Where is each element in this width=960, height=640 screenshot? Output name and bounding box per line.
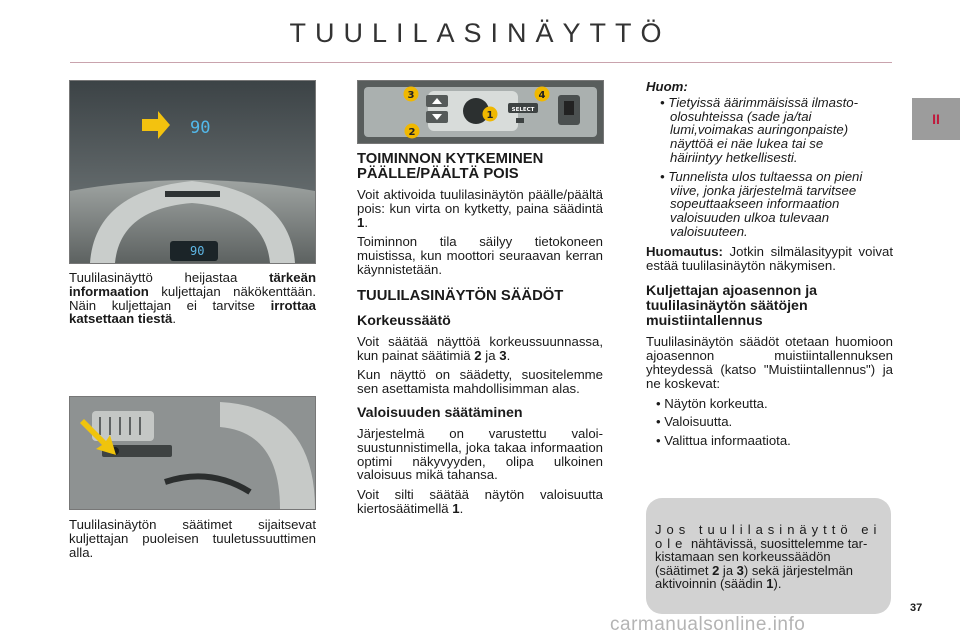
hud-control-buttons-photo [357, 80, 604, 144]
page-number: 37 [910, 602, 923, 614]
callout-4 [535, 87, 550, 102]
height-paragraph-2: Kun näyttö on säädetty, suositelemme sen asettamista mahdollisimman alas. [357, 367, 603, 397]
svg-text:3: 3 [407, 90, 415, 101]
caption-controls-text: Tuulilasinäytön säätimet sijaitsevat kuljettajan puoleisen tuuletussuuttimen alla. [69, 517, 316, 560]
dashboard-hud-illustration [70, 81, 315, 263]
caption-hud-text-3: . [172, 311, 177, 327]
hud-speed-value: 90 [190, 118, 211, 138]
brightness-paragraph-1: Järjestelmä on varustettu valoisuustunnistimella, joka takaa informaation optimi näkyvyyden, olipa ulkoinen valoisuus mikä tahansa. [357, 425, 603, 483]
middle-column [357, 152, 603, 522]
memory-list [646, 397, 893, 448]
subheading-brightness: Valoisuuden säätäminen [357, 404, 523, 421]
note-item: • Tietyissä äärimmäisissä ilmasto-olosuhteissa (sade ja/tai lumi,voimakas auringonpaiste) näyttöä ei näe lukea tai se häiriintyy hetkellisesti. [660, 94, 858, 165]
tip-text-spaced: Jos tuulilasinäyttö ei ole [655, 522, 882, 551]
memory-intro: Tuulilasinäytön säädöt otetaan huomioon ajoasennon muistiintallennuksen yhteydessä (katso "Muistiintallennus") ja ne koskevat: [646, 334, 893, 391]
select-button-label: SELECT [511, 107, 535, 113]
remark-paragraph: Huomautus: Jotkin silmälasityypit voivat estää tuulilasinäytön näkymisen. [646, 243, 893, 273]
svg-text:1: 1 [486, 110, 494, 121]
caption-controls [69, 518, 316, 565]
chapter-tab[interactable]: II [912, 98, 960, 140]
page-title: TUULILASINÄYTTÖ [289, 18, 671, 48]
right-column [646, 80, 893, 453]
callout-1 [483, 107, 498, 122]
subheading-height: Korkeussäätö [357, 312, 451, 329]
callout-3 [404, 87, 419, 102]
caption-hud-text-1: Tuulilasinäyttö heijastaa [69, 270, 270, 285]
dashboard-hud-photo [69, 80, 316, 264]
onoff-paragraph-2: Toiminnon tila säilyy tietokoneen muistissa, kun moottori seuraavan kerran käynnistetään. [357, 234, 603, 277]
memory-list-item: • Näytön korkeutta. [656, 395, 768, 411]
watermark: carmanualsonline.info [610, 614, 806, 635]
section-heading-settings: TUULILASINÄYTÖN SÄÄDÖT [357, 287, 564, 304]
svg-text:4: 4 [538, 90, 546, 101]
title-divider [70, 62, 892, 63]
cluster-speed-value: 90 [190, 244, 205, 258]
vent-controls-photo [69, 396, 316, 510]
callout-2 [405, 124, 420, 139]
hud-control-buttons-illustration [358, 81, 603, 143]
memory-list-item: • Valoisuutta. [656, 414, 733, 430]
note-label: Huom: [646, 79, 688, 94]
caption-hud [69, 271, 316, 332]
memory-list-item: • Valittua informaatiota. [656, 433, 791, 449]
caption-hud-bold-2: irrottaa katsettaan tiestä [69, 297, 316, 327]
caption-hud-text-2: kuljettajan näkökenttään. Näin kuljettajan ei tarvitse [69, 283, 316, 313]
onoff-paragraph-1: Voit aktivoida tuulilasinäytön päälle/päältä pois: kun virta on kytketty, paina säädintä 1. [357, 187, 603, 230]
caption-hud-bold-1: tärkeän informaation [69, 270, 316, 299]
note-list [646, 96, 893, 239]
vent-controls-illustration [70, 397, 315, 509]
brightness-paragraph-2: Voit silti säätää näytön valoisuutta kiertosäätimellä 1. [357, 487, 603, 516]
section-heading-memory: Kuljettajan ajoasennon ja tuulilasinäytön säätöjen muistiintallennus [646, 283, 818, 330]
note-item: • Tunnelista ulos tultaessa on pieni viive, jonka järjestelmä tarvitsee sopeuttaakseen informaation valoisuuden ulkoa tulevaan valoisuuteen. [660, 168, 863, 239]
section-heading-onoff: TOIMINNON KYTKEMINEN PÄÄLLE/PÄÄLTÄ POIS [357, 151, 544, 182]
height-paragraph-1: Voit säätää näyttöä korkeussuunnassa, kun painat säätimiä 2 ja 3. [357, 333, 603, 363]
tip-box: Jos tuulilasinäyttö ei ole nähtävissä, suosittelemme tarkistamaan sen korkeussäädön (säätimet 2 ja 3) sekä järjestelmän aktivoinnin (säädin 1). [646, 498, 891, 614]
svg-text:2: 2 [408, 127, 416, 138]
